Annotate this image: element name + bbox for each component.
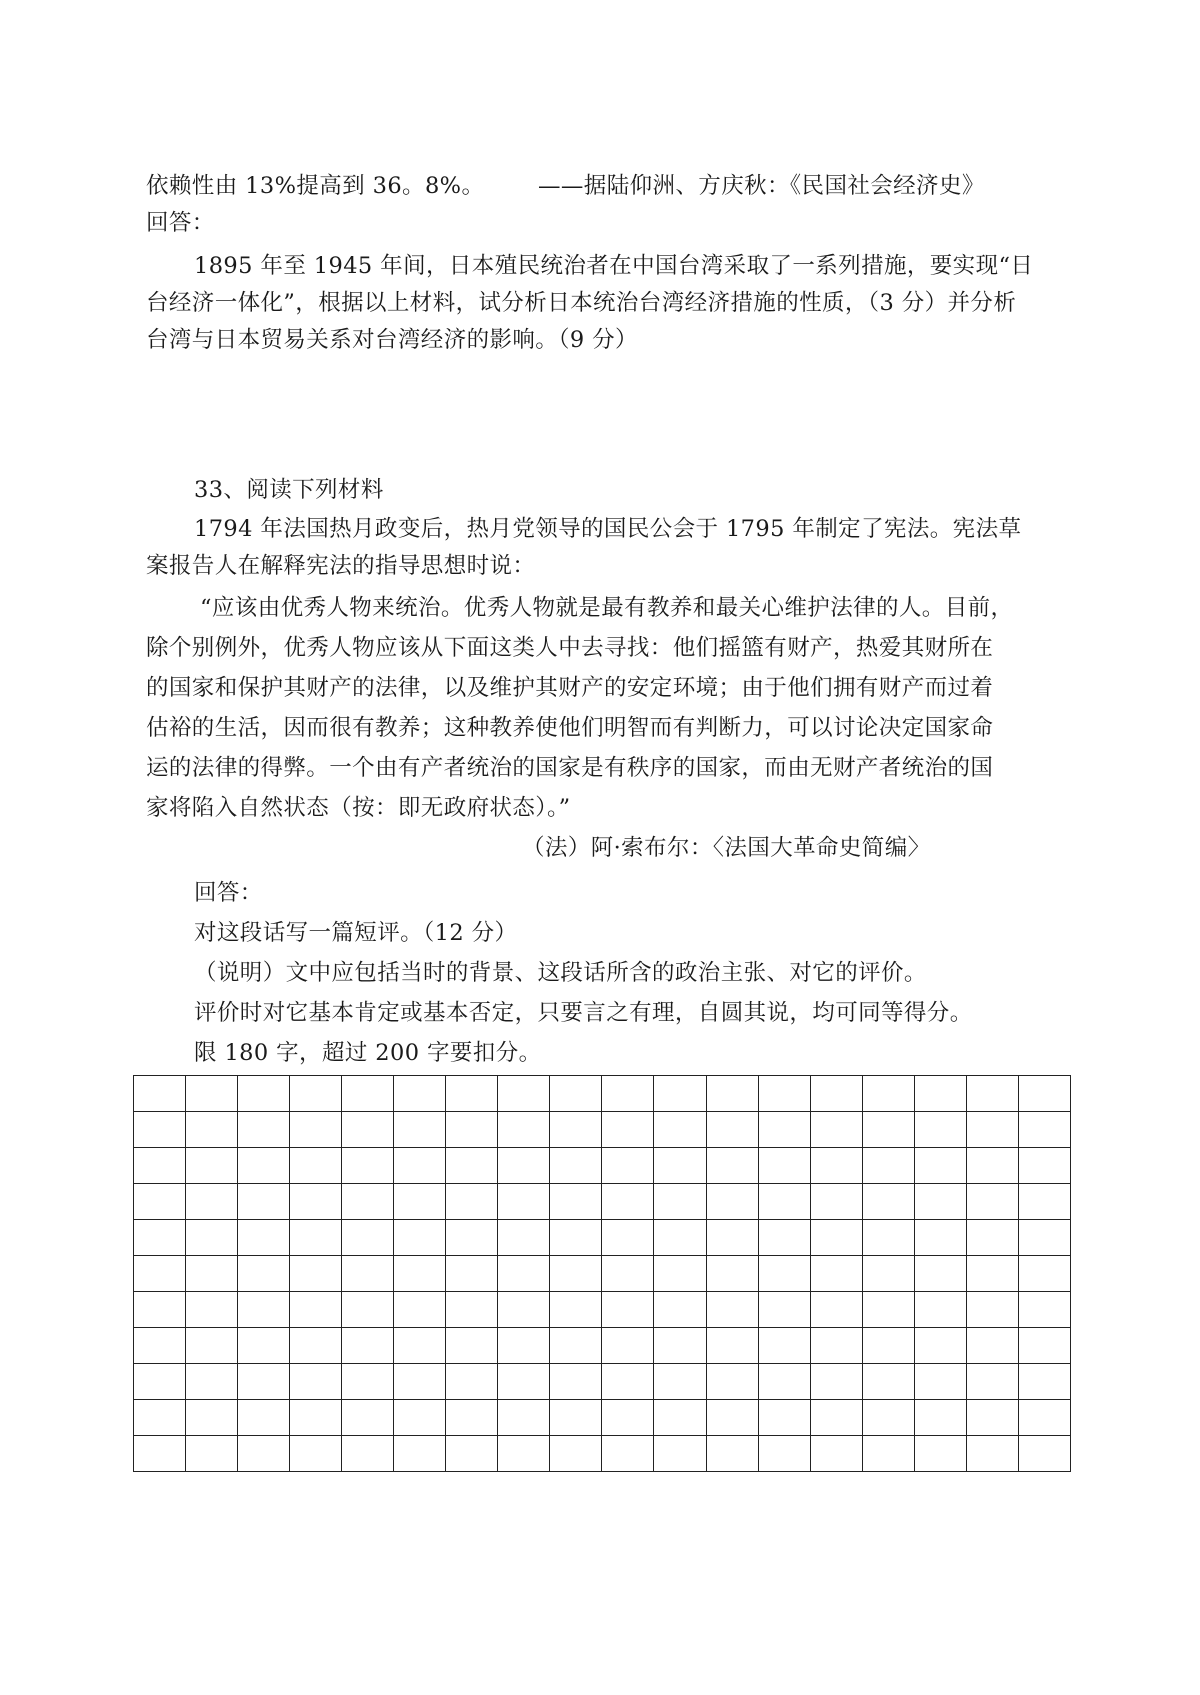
grid-cell[interactable] (914, 1364, 966, 1400)
grid-cell[interactable] (706, 1256, 758, 1292)
grid-cell[interactable] (914, 1292, 966, 1328)
grid-cell[interactable] (966, 1364, 1018, 1400)
grid-cell[interactable] (550, 1256, 602, 1292)
material-end-line (146, 168, 484, 204)
grid-cell[interactable] (914, 1436, 966, 1472)
answer-label-33: 回答： (194, 880, 263, 906)
grid-cell[interactable] (498, 1148, 550, 1184)
grid-cell[interactable] (498, 1184, 550, 1220)
grid-cell[interactable] (342, 1184, 394, 1220)
question-32-line-2: 台经济一体化”，根据以上材料，试分析日本统治台湾经济措施的性质，（3 分）并分析 (146, 290, 1017, 316)
grid-cell[interactable] (706, 1112, 758, 1148)
grid-cell[interactable] (446, 1292, 498, 1328)
grid-cell[interactable] (862, 1184, 914, 1220)
grid-cell[interactable] (862, 1364, 914, 1400)
grid-cell[interactable] (446, 1364, 498, 1400)
grid-cell[interactable] (186, 1364, 238, 1400)
grid-cell[interactable] (966, 1076, 1018, 1112)
grid-cell[interactable] (862, 1112, 914, 1148)
grid-cell[interactable] (758, 1400, 810, 1436)
grid-cell[interactable] (134, 1364, 186, 1400)
grid-cell[interactable] (966, 1328, 1018, 1364)
grid-cell[interactable] (238, 1328, 290, 1364)
grid-cell[interactable] (810, 1112, 862, 1148)
grid-cell[interactable] (238, 1256, 290, 1292)
grid-cell[interactable] (446, 1256, 498, 1292)
grid-cell[interactable] (550, 1220, 602, 1256)
grid-cell[interactable] (706, 1076, 758, 1112)
grid-cell[interactable] (186, 1436, 238, 1472)
grid-cell[interactable] (446, 1400, 498, 1436)
grid-row (134, 1364, 1071, 1400)
grid-cell[interactable] (550, 1112, 602, 1148)
grid-cell[interactable] (342, 1148, 394, 1184)
grid-cell[interactable] (810, 1220, 862, 1256)
grid-cell[interactable] (498, 1364, 550, 1400)
grid-cell[interactable] (602, 1364, 654, 1400)
quote-line-5: 运的法律的得弊。一个由有产者统治的国家是有秩序的国家，而由无财产者统治的国 (146, 755, 994, 781)
grid-cell[interactable] (602, 1220, 654, 1256)
word-limit-note: 限 180 字，超过 200 字要扣分。 (194, 1040, 542, 1066)
grid-cell[interactable] (394, 1256, 446, 1292)
grid-cell[interactable] (862, 1436, 914, 1472)
grid-cell[interactable] (134, 1112, 186, 1148)
grid-cell[interactable] (654, 1256, 706, 1292)
grid-cell[interactable] (238, 1220, 290, 1256)
grid-cell[interactable] (342, 1076, 394, 1112)
grid-cell[interactable] (1018, 1076, 1070, 1112)
grid-cell[interactable] (966, 1112, 1018, 1148)
grid-cell[interactable] (394, 1400, 446, 1436)
grid-cell[interactable] (966, 1436, 1018, 1472)
grid-cell[interactable] (758, 1112, 810, 1148)
grid-cell[interactable] (966, 1400, 1018, 1436)
grid-cell[interactable] (706, 1328, 758, 1364)
grid-cell[interactable] (186, 1184, 238, 1220)
grid-cell[interactable] (394, 1364, 446, 1400)
grid-cell[interactable] (862, 1328, 914, 1364)
grid-cell[interactable] (706, 1184, 758, 1220)
question-33-intro-line-1: 1794 年法国热月政变后，热月党领导的国民公会于 1795 年制定了宪法。宪法草 (194, 516, 1022, 542)
material-end-text: 依赖性由 13%提高到 36。8%。 (146, 173, 485, 199)
grid-cell[interactable] (134, 1436, 186, 1472)
grid-cell[interactable] (446, 1076, 498, 1112)
grid-cell[interactable] (914, 1112, 966, 1148)
grid-cell[interactable] (602, 1400, 654, 1436)
grid-cell[interactable] (290, 1184, 342, 1220)
question-33-intro-line-2: 案报告人在解释宪法的指导思想时说： (146, 553, 536, 579)
grid-cell[interactable] (134, 1076, 186, 1112)
grid-cell[interactable] (1018, 1112, 1070, 1148)
grid-cell[interactable] (862, 1076, 914, 1112)
grid-cell[interactable] (498, 1400, 550, 1436)
grid-cell[interactable] (810, 1184, 862, 1220)
grid-cell[interactable] (394, 1112, 446, 1148)
grid-cell[interactable] (654, 1400, 706, 1436)
grid-cell[interactable] (134, 1400, 186, 1436)
grid-cell[interactable] (758, 1328, 810, 1364)
grid-cell[interactable] (446, 1436, 498, 1472)
grid-cell[interactable] (654, 1112, 706, 1148)
grid-cell[interactable] (654, 1076, 706, 1112)
quote-line-3: 的国家和保护其财产的法律，以及维护其财产的安定环境；由于他们拥有财产而过着 (146, 675, 994, 701)
grid-cell[interactable] (134, 1148, 186, 1184)
grid-cell[interactable] (758, 1436, 810, 1472)
grid-cell[interactable] (654, 1220, 706, 1256)
grid-cell[interactable] (810, 1256, 862, 1292)
grid-cell[interactable] (238, 1292, 290, 1328)
grid-cell[interactable] (602, 1328, 654, 1364)
grid-cell[interactable] (186, 1292, 238, 1328)
grid-cell[interactable] (654, 1148, 706, 1184)
grid-cell[interactable] (394, 1328, 446, 1364)
grid-cell[interactable] (966, 1256, 1018, 1292)
grid-cell[interactable] (342, 1436, 394, 1472)
grid-cell[interactable] (134, 1184, 186, 1220)
grid-cell[interactable] (706, 1148, 758, 1184)
explanation-note-1: （说明）文中应包括当时的背景、这段话所含的政治主张、对它的评价。 (194, 960, 927, 986)
grid-cell[interactable] (342, 1328, 394, 1364)
grid-cell[interactable] (914, 1328, 966, 1364)
grid-cell[interactable] (810, 1328, 862, 1364)
quote-source: （法）阿·索布尔：〈法国大革命史简编〉 (522, 835, 931, 861)
grid-cell[interactable] (290, 1436, 342, 1472)
grid-cell[interactable] (446, 1328, 498, 1364)
grid-cell[interactable] (654, 1292, 706, 1328)
grid-cell[interactable] (602, 1112, 654, 1148)
grid-cell[interactable] (186, 1256, 238, 1292)
grid-cell[interactable] (758, 1184, 810, 1220)
grid-cell[interactable] (342, 1292, 394, 1328)
grid-cell[interactable] (1018, 1400, 1070, 1436)
grid-cell[interactable] (758, 1256, 810, 1292)
answer-label-32: 回答： (146, 210, 215, 236)
grid-cell[interactable] (862, 1256, 914, 1292)
grid-cell[interactable] (706, 1436, 758, 1472)
grid-cell[interactable] (290, 1112, 342, 1148)
grid-cell[interactable] (290, 1076, 342, 1112)
grid-cell[interactable] (654, 1328, 706, 1364)
grid-cell[interactable] (1018, 1256, 1070, 1292)
grid-cell[interactable] (238, 1112, 290, 1148)
grid-cell[interactable] (290, 1364, 342, 1400)
grid-cell[interactable] (342, 1364, 394, 1400)
grid-row (134, 1076, 1071, 1112)
grid-cell[interactable] (758, 1364, 810, 1400)
grid-cell[interactable] (654, 1184, 706, 1220)
grid-cell[interactable] (810, 1292, 862, 1328)
grid-cell[interactable] (186, 1076, 238, 1112)
grid-cell[interactable] (290, 1328, 342, 1364)
grid-cell[interactable] (966, 1220, 1018, 1256)
grid-cell[interactable] (394, 1220, 446, 1256)
grid-cell[interactable] (914, 1220, 966, 1256)
grid-cell[interactable] (654, 1436, 706, 1472)
material-source: ——据陆仰洲、方庆秋：《民国社会经济史》 (538, 173, 985, 199)
grid-cell[interactable] (498, 1436, 550, 1472)
grid-cell[interactable] (446, 1220, 498, 1256)
grid-cell[interactable] (446, 1148, 498, 1184)
grid-cell[interactable] (602, 1256, 654, 1292)
task-instruction: 对这段话写一篇短评。（12 分） (194, 920, 518, 946)
grid-cell[interactable] (238, 1076, 290, 1112)
grid-cell[interactable] (550, 1400, 602, 1436)
grid-cell[interactable] (134, 1328, 186, 1364)
grid-cell[interactable] (966, 1184, 1018, 1220)
grid-cell[interactable] (602, 1148, 654, 1184)
grid-cell[interactable] (706, 1292, 758, 1328)
question-32-line-1: 1895 年至 1945 年间，日本殖民统治者在中国台湾采取了一系列措施，要实现“日 (194, 253, 1034, 279)
grid-cell[interactable] (446, 1112, 498, 1148)
grid-cell[interactable] (498, 1328, 550, 1364)
grid-cell[interactable] (602, 1436, 654, 1472)
grid-cell[interactable] (862, 1292, 914, 1328)
grid-cell[interactable] (186, 1400, 238, 1436)
grid-cell[interactable] (602, 1292, 654, 1328)
grid-cell[interactable] (238, 1148, 290, 1184)
grid-cell[interactable] (810, 1076, 862, 1112)
grid-cell[interactable] (498, 1076, 550, 1112)
grid-cell[interactable] (186, 1328, 238, 1364)
grid-cell[interactable] (394, 1148, 446, 1184)
grid-row (134, 1112, 1071, 1148)
grid-row (134, 1220, 1071, 1256)
grid-cell[interactable] (1018, 1436, 1070, 1472)
answer-grid[interactable] (133, 1075, 1071, 1472)
grid-cell[interactable] (914, 1184, 966, 1220)
grid-cell[interactable] (342, 1256, 394, 1292)
grid-cell[interactable] (394, 1436, 446, 1472)
grid-cell[interactable] (966, 1148, 1018, 1184)
grid-cell[interactable] (914, 1400, 966, 1436)
grid-cell[interactable] (810, 1436, 862, 1472)
grid-cell[interactable] (758, 1292, 810, 1328)
grid-cell[interactable] (238, 1400, 290, 1436)
grid-cell[interactable] (706, 1220, 758, 1256)
grid-cell[interactable] (862, 1400, 914, 1436)
grid-cell[interactable] (238, 1364, 290, 1400)
grid-cell[interactable] (498, 1112, 550, 1148)
grid-cell[interactable] (290, 1400, 342, 1436)
grid-cell[interactable] (394, 1292, 446, 1328)
grid-cell[interactable] (290, 1148, 342, 1184)
grid-row (134, 1148, 1071, 1184)
grid-cell[interactable] (758, 1076, 810, 1112)
grid-cell[interactable] (810, 1400, 862, 1436)
grid-cell[interactable] (342, 1112, 394, 1148)
grid-cell[interactable] (1018, 1328, 1070, 1364)
grid-row (134, 1328, 1071, 1364)
grid-cell[interactable] (914, 1148, 966, 1184)
quote-line-1: “应该由优秀人物来统治。优秀人物就是最有教养和最关心维护法律的人。目前， (200, 595, 1014, 621)
grid-cell[interactable] (238, 1184, 290, 1220)
grid-cell[interactable] (550, 1184, 602, 1220)
grid-cell[interactable] (810, 1148, 862, 1184)
grid-cell[interactable] (186, 1220, 238, 1256)
grid-cell[interactable] (498, 1220, 550, 1256)
grid-cell[interactable] (134, 1220, 186, 1256)
grid-cell[interactable] (966, 1292, 1018, 1328)
grid-cell[interactable] (550, 1148, 602, 1184)
grid-row (134, 1256, 1071, 1292)
grid-cell[interactable] (134, 1292, 186, 1328)
grid-cell[interactable] (602, 1076, 654, 1112)
grid-cell[interactable] (186, 1112, 238, 1148)
grid-cell[interactable] (706, 1364, 758, 1400)
grid-cell[interactable] (342, 1220, 394, 1256)
grid-cell[interactable] (602, 1184, 654, 1220)
grid-row (134, 1184, 1071, 1220)
grid-cell[interactable] (862, 1148, 914, 1184)
grid-row (134, 1292, 1071, 1328)
grid-cell[interactable] (758, 1148, 810, 1184)
grid-cell[interactable] (446, 1184, 498, 1220)
grid-cell[interactable] (550, 1076, 602, 1112)
grid-cell[interactable] (238, 1436, 290, 1472)
grid-cell[interactable] (550, 1328, 602, 1364)
explanation-note-2: 评价时对它基本肯定或基本否定，只要言之有理，自圆其说，均可同等得分。 (194, 1000, 973, 1026)
quote-line-2: 除个别例外，优秀人物应该从下面这类人中去寻找：他们摇篮有财产，热爱其财所在 (146, 635, 994, 661)
grid-cell[interactable] (394, 1076, 446, 1112)
grid-cell[interactable] (914, 1076, 966, 1112)
grid-cell[interactable] (1018, 1220, 1070, 1256)
grid-cell[interactable] (550, 1436, 602, 1472)
grid-row (134, 1436, 1071, 1472)
grid-cell[interactable] (186, 1148, 238, 1184)
grid-cell[interactable] (1018, 1364, 1070, 1400)
quote-line-6: 家将陷入自然状态（按：即无政府状态）。” (146, 795, 571, 821)
grid-cell[interactable] (1018, 1184, 1070, 1220)
question-32-line-3: 台湾与日本贸易关系对台湾经济的影响。（9 分） (146, 327, 638, 353)
question-33-heading: 33、阅读下列材料 (194, 477, 384, 503)
grid-cell[interactable] (810, 1364, 862, 1400)
grid-cell[interactable] (342, 1400, 394, 1436)
grid-cell[interactable] (498, 1256, 550, 1292)
grid-cell[interactable] (498, 1292, 550, 1328)
grid-cell[interactable] (758, 1220, 810, 1256)
grid-cell[interactable] (550, 1292, 602, 1328)
grid-cell[interactable] (1018, 1292, 1070, 1328)
grid-cell[interactable] (134, 1256, 186, 1292)
quote-line-4: 估裕的生活，因而很有教养；这种教养使他们明智而有判断力，可以讨论决定国家命 (146, 715, 994, 741)
grid-row (134, 1400, 1071, 1436)
grid-cell[interactable] (394, 1184, 446, 1220)
grid-cell[interactable] (290, 1220, 342, 1256)
grid-cell[interactable] (550, 1364, 602, 1400)
grid-cell[interactable] (706, 1400, 758, 1436)
grid-cell[interactable] (862, 1220, 914, 1256)
grid-cell[interactable] (290, 1292, 342, 1328)
grid-cell[interactable] (1018, 1148, 1070, 1184)
grid-cell[interactable] (290, 1256, 342, 1292)
grid-cell[interactable] (914, 1256, 966, 1292)
grid-cell[interactable] (654, 1364, 706, 1400)
